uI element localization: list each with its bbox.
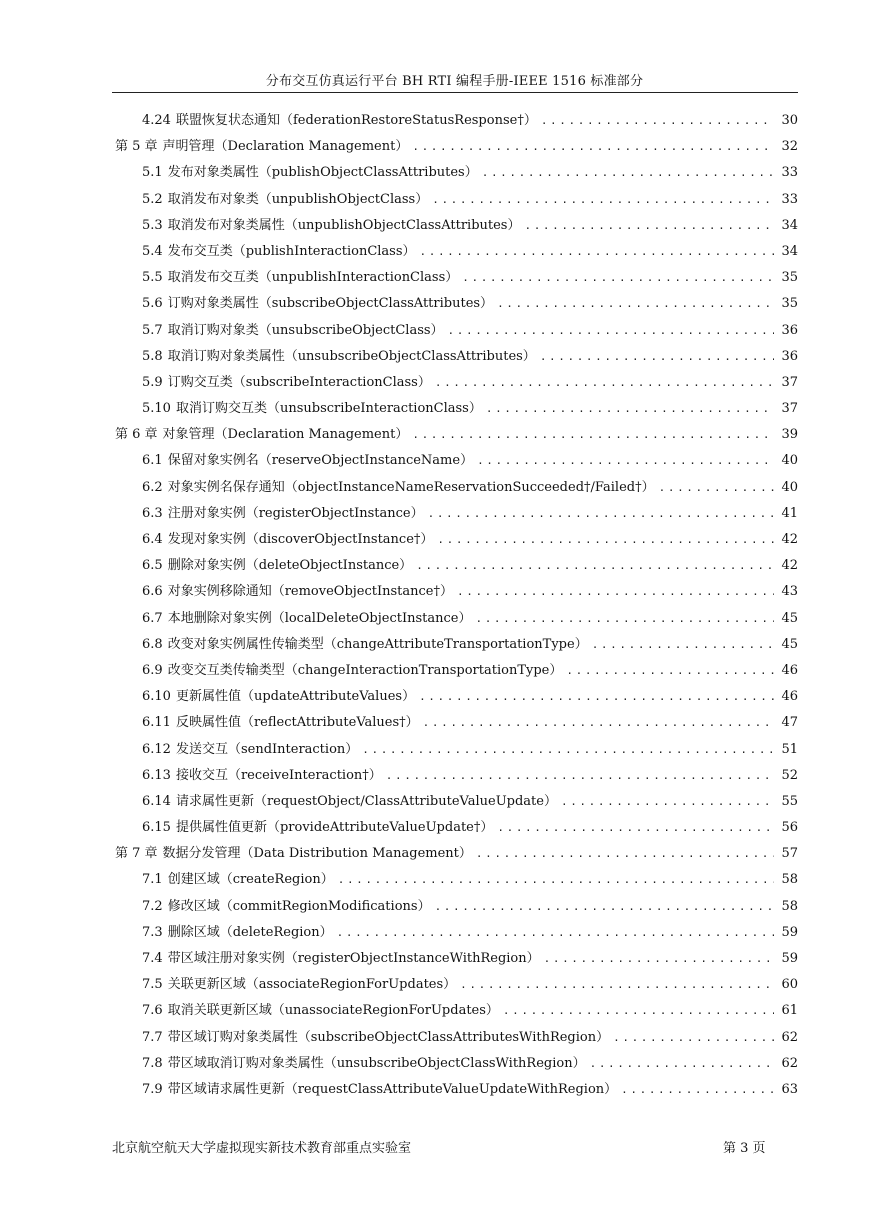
toc-entry-number: 6.6 xyxy=(142,584,163,600)
toc-entry-title: 订购对象类属性（subscribeObjectClassAttributes） xyxy=(167,296,494,312)
toc-entry-page: 58 xyxy=(781,898,798,914)
toc-entry-number: 5.1 xyxy=(142,165,163,181)
toc-section-entry[interactable] xyxy=(112,579,798,605)
toc-entry-title: 本地删除对象实例（localDeleteObjectInstance） xyxy=(167,610,472,626)
toc-section-entry[interactable] xyxy=(112,710,798,736)
toc-entry-number: 第 6 章 xyxy=(115,427,158,443)
toc-dot-leader xyxy=(412,134,774,160)
toc-dot-leader xyxy=(432,187,774,213)
toc-entry-page: 36 xyxy=(781,348,798,364)
toc-entry-title: 删除区域（deleteRegion） xyxy=(167,924,333,940)
toc-dot-leader xyxy=(592,632,774,658)
toc-entry-number: 6.5 xyxy=(142,558,163,574)
toc-entry-page: 40 xyxy=(781,479,798,495)
toc-section-entry[interactable] xyxy=(112,632,798,658)
toc-dot-leader xyxy=(462,265,774,291)
toc-entry-page: 33 xyxy=(781,165,798,181)
toc-entry-page: 34 xyxy=(781,217,798,233)
toc-entry-number: 7.5 xyxy=(142,977,163,993)
toc-entry-page: 32 xyxy=(781,139,798,155)
toc-dot-leader xyxy=(423,710,774,736)
toc-section-entry[interactable] xyxy=(112,972,798,998)
toc-entry-title: 关联更新区域（associateRegionForUpdates） xyxy=(167,977,457,993)
toc-entry-page: 37 xyxy=(781,374,798,390)
toc-entry-page: 62 xyxy=(781,1029,798,1045)
toc-section-entry[interactable] xyxy=(112,606,798,632)
toc-chapter-entry[interactable] xyxy=(112,841,798,867)
toc-entry-page: 40 xyxy=(781,453,798,469)
toc-entry-number: 6.10 xyxy=(142,689,171,705)
toc-entry-page: 36 xyxy=(781,322,798,338)
toc-entry-title: 删除对象实例（deleteObjectInstance） xyxy=(167,558,413,574)
toc-section-entry[interactable] xyxy=(112,998,798,1024)
toc-section-entry[interactable] xyxy=(112,160,798,186)
toc-entry-title: 带区域注册对象实例（registerObjectInstanceWithRegion） xyxy=(167,951,540,966)
toc-dot-leader xyxy=(486,396,774,422)
toc-section-entry[interactable] xyxy=(112,475,798,501)
toc-entry-number: 5.6 xyxy=(142,296,163,312)
toc-entry-title: 取消发布交互类（unpublishInteractionClass） xyxy=(167,270,459,286)
toc-entry-page: 30 xyxy=(781,113,798,128)
toc-section-entry[interactable] xyxy=(112,291,798,317)
toc-section-entry[interactable] xyxy=(112,108,798,134)
toc-entry-title: 发布对象类属性（publishObjectClassAttributes） xyxy=(167,165,478,181)
toc-entry-title: 注册对象实例（registerObjectInstance） xyxy=(167,505,424,521)
toc-section-entry[interactable] xyxy=(112,553,798,579)
toc-dot-leader xyxy=(476,841,774,867)
toc-entry-page: 58 xyxy=(781,872,798,888)
page-header: 分布交互仿真运行平台 BH RTI 编程手册-IEEE 1516 标准部分 xyxy=(265,74,644,89)
toc-entry-number: 6.8 xyxy=(142,636,163,652)
toc-section-entry[interactable] xyxy=(112,737,798,763)
toc-entry-number: 6.14 xyxy=(142,793,171,809)
toc-entry-page: 57 xyxy=(781,846,798,862)
toc-section-entry[interactable] xyxy=(112,527,798,553)
toc-dot-leader xyxy=(566,658,774,684)
toc-entry-title: 对象管理（Declaration Management） xyxy=(162,427,409,443)
toc-section-entry[interactable] xyxy=(112,448,798,474)
toc-entry-title: 带区域订购对象类属性（subscribeObjectClassAttributesWithRegion） xyxy=(167,1029,610,1045)
toc-entry-number: 7.3 xyxy=(142,924,163,940)
toc-entry-page: 56 xyxy=(781,820,798,836)
toc-entry-title: 发布交互类（publishInteractionClass） xyxy=(167,243,416,259)
header-rule xyxy=(112,92,798,93)
toc-dot-leader xyxy=(497,815,774,841)
toc-entry-title: 数据分发管理（Data Distribution Management） xyxy=(162,846,472,862)
toc-section-entry[interactable] xyxy=(112,501,798,527)
toc-entry-title: 改变对象实例属性传输类型（changeAttributeTransportationType） xyxy=(167,636,588,652)
toc-entry-title: 提供属性值更新（provideAttributeValueUpdate†） xyxy=(175,820,494,836)
toc-entry-title: 修改区域（commitRegionModifications） xyxy=(167,898,431,914)
toc-entry-page: 59 xyxy=(781,951,798,966)
toc-dot-leader xyxy=(435,894,774,920)
toc-entry-number: 7.2 xyxy=(142,898,163,914)
toc-dot-leader xyxy=(497,291,774,317)
toc-dot-leader xyxy=(659,475,774,501)
toc-entry-number: 7.7 xyxy=(142,1029,163,1045)
toc-entry-page: 59 xyxy=(781,924,798,940)
toc-dot-leader xyxy=(416,553,774,579)
toc-dot-leader xyxy=(412,422,774,448)
toc-entry-number: 4.24 xyxy=(142,113,171,128)
toc-dot-leader xyxy=(475,606,774,632)
toc-dot-leader xyxy=(477,448,774,474)
toc-dot-leader xyxy=(362,737,774,763)
toc-entry-page: 45 xyxy=(781,610,798,626)
toc-dot-leader xyxy=(386,763,774,789)
toc-section-entry[interactable] xyxy=(112,344,798,370)
toc-entry-number: 6.15 xyxy=(142,820,171,836)
toc-entry-number: 7.1 xyxy=(142,872,163,888)
toc-entry-title: 取消订购交互类（unsubscribeInteractionClass） xyxy=(175,401,482,417)
toc-entry-number: 5.10 xyxy=(142,401,171,417)
toc-section-entry[interactable] xyxy=(112,318,798,344)
toc-entry-title: 对象实例名保存通知（objectInstanceNameReservationSucceeded†/Failed†） xyxy=(167,479,655,495)
toc-dot-leader xyxy=(420,239,774,265)
toc-dot-leader xyxy=(428,501,774,527)
toc-dot-leader xyxy=(419,684,774,710)
toc-section-entry[interactable] xyxy=(112,1077,798,1103)
toc-dot-leader xyxy=(544,946,774,972)
toc-section-entry[interactable] xyxy=(112,920,798,946)
toc-dot-leader xyxy=(561,789,774,815)
toc-entry-number: 第 7 章 xyxy=(115,846,158,862)
toc-dot-leader xyxy=(503,998,774,1024)
toc-entry-page: 35 xyxy=(781,270,798,286)
toc-entry-title: 取消关联更新区域（unassociateRegionForUpdates） xyxy=(167,1003,499,1019)
toc-entry-title: 改变交互类传输类型（changeInteractionTransportationType） xyxy=(167,662,563,678)
toc-entry-number: 5.9 xyxy=(142,374,163,390)
toc-entry-page: 42 xyxy=(781,532,798,547)
toc-dot-leader xyxy=(448,318,774,344)
toc-dot-leader xyxy=(524,213,774,239)
toc-entry-title: 保留对象实例名（reserveObjectInstanceName） xyxy=(167,453,474,469)
toc-entry-title: 订购交互类（subscribeInteractionClass） xyxy=(167,374,431,390)
toc-entry-title: 更新属性值（updateAttributeValues） xyxy=(175,689,416,705)
toc-entry-title: 请求属性更新（requestObject/ClassAttributeValueUpdate） xyxy=(175,793,557,809)
toc-section-entry[interactable] xyxy=(112,370,798,396)
footer-page-number: 第 3 页 xyxy=(723,1141,766,1156)
toc-dot-leader xyxy=(541,108,774,134)
toc-entry-page: 52 xyxy=(781,767,798,783)
toc-section-entry[interactable] xyxy=(112,396,798,422)
toc-entry-number: 6.1 xyxy=(142,453,163,469)
toc-section-entry[interactable] xyxy=(112,815,798,841)
table-of-contents xyxy=(112,108,798,1103)
toc-entry-title: 对象实例移除通知（removeObjectInstance†） xyxy=(167,584,453,600)
toc-dot-leader xyxy=(460,972,774,998)
toc-entry-title: 声明管理（Declaration Management） xyxy=(162,139,409,155)
toc-dot-leader xyxy=(337,920,774,946)
toc-section-entry[interactable] xyxy=(112,239,798,265)
toc-entry-page: 55 xyxy=(781,793,798,809)
toc-entry-number: 5.2 xyxy=(142,191,163,207)
toc-section-entry[interactable] xyxy=(112,763,798,789)
toc-entry-page: 47 xyxy=(781,715,798,731)
toc-entry-number: 6.3 xyxy=(142,505,163,521)
toc-entry-number: 7.4 xyxy=(142,951,163,966)
toc-section-entry[interactable] xyxy=(112,265,798,291)
toc-section-entry[interactable] xyxy=(112,946,798,972)
toc-dot-leader xyxy=(457,579,774,605)
toc-entry-page: 60 xyxy=(781,977,798,993)
toc-entry-number: 7.6 xyxy=(142,1003,163,1019)
toc-entry-number: 第 5 章 xyxy=(115,139,158,155)
toc-entry-number: 5.4 xyxy=(142,243,163,259)
toc-entry-number: 7.9 xyxy=(142,1081,163,1097)
toc-entry-number: 5.5 xyxy=(142,270,163,286)
toc-entry-number: 6.2 xyxy=(142,479,163,495)
toc-dot-leader xyxy=(437,527,774,553)
toc-entry-number: 7.8 xyxy=(142,1055,163,1071)
toc-dot-leader xyxy=(482,160,774,186)
toc-entry-number: 6.9 xyxy=(142,662,163,678)
toc-dot-leader xyxy=(540,344,774,370)
toc-entry-page: 62 xyxy=(781,1055,798,1071)
toc-entry-title: 取消发布对象类（unpublishObjectClass） xyxy=(167,191,429,207)
toc-entry-page: 39 xyxy=(781,427,798,443)
toc-entry-page: 46 xyxy=(781,662,798,678)
toc-entry-page: 41 xyxy=(781,505,798,521)
toc-entry-number: 6.13 xyxy=(142,767,171,783)
toc-entry-page: 42 xyxy=(781,558,798,574)
toc-section-entry[interactable] xyxy=(112,187,798,213)
toc-entry-number: 6.11 xyxy=(142,715,171,731)
toc-dot-leader xyxy=(435,370,774,396)
toc-entry-page: 61 xyxy=(781,1003,798,1019)
toc-entry-page: 34 xyxy=(781,243,798,259)
toc-entry-number: 6.7 xyxy=(142,610,163,626)
toc-entry-title: 取消发布对象类属性（unpublishObjectClassAttributes） xyxy=(167,217,521,233)
toc-section-entry[interactable] xyxy=(112,894,798,920)
toc-section-entry[interactable] xyxy=(112,789,798,815)
toc-entry-page: 33 xyxy=(781,191,798,207)
toc-entry-title: 接收交互（receiveInteraction†） xyxy=(175,767,382,783)
toc-entry-title: 发送交互（sendInteraction） xyxy=(175,741,359,757)
toc-section-entry[interactable] xyxy=(112,1051,798,1077)
toc-entry-page: 51 xyxy=(781,741,798,757)
toc-entry-page: 46 xyxy=(781,689,798,705)
toc-entry-title: 取消订购对象类（unsubscribeObjectClass） xyxy=(167,322,444,338)
toc-entry-page: 37 xyxy=(781,401,798,417)
toc-entry-title: 联盟恢复状态通知（federationRestoreStatusResponse†） xyxy=(175,113,537,128)
toc-section-entry[interactable] xyxy=(112,1025,798,1051)
toc-entry-number: 5.8 xyxy=(142,348,163,364)
toc-entry-page: 35 xyxy=(781,296,798,312)
toc-section-entry[interactable] xyxy=(112,867,798,893)
toc-entry-title: 创建区域（createRegion） xyxy=(167,872,334,888)
toc-chapter-entry[interactable] xyxy=(112,422,798,448)
toc-section-entry[interactable] xyxy=(112,684,798,710)
toc-chapter-entry[interactable] xyxy=(112,134,798,160)
toc-dot-leader xyxy=(621,1077,774,1103)
footer-organization: 北京航空航天大学虚拟现实新技术教育部重点实验室 xyxy=(112,1141,412,1156)
toc-entry-title: 发现对象实例（discoverObjectInstance†） xyxy=(167,532,434,547)
toc-entry-title: 带区域请求属性更新（requestClassAttributeValueUpdateWithRegion） xyxy=(167,1081,618,1097)
toc-dot-leader xyxy=(590,1051,774,1077)
toc-entry-page: 45 xyxy=(781,636,798,652)
toc-dot-leader xyxy=(338,867,774,893)
toc-section-entry[interactable] xyxy=(112,213,798,239)
toc-entry-number: 5.3 xyxy=(142,217,163,233)
toc-entry-number: 6.12 xyxy=(142,741,171,757)
toc-entry-number: 6.4 xyxy=(142,532,163,547)
toc-entry-page: 63 xyxy=(781,1081,798,1097)
toc-entry-title: 带区域取消订购对象类属性（unsubscribeObjectClassWithRegion） xyxy=(167,1055,586,1071)
toc-entry-title: 取消订购对象类属性（unsubscribeObjectClassAttributes） xyxy=(167,348,536,364)
toc-section-entry[interactable] xyxy=(112,658,798,684)
toc-entry-page: 43 xyxy=(781,584,798,600)
toc-entry-number: 5.7 xyxy=(142,322,163,338)
toc-entry-title: 反映属性值（reflectAttributeValues†） xyxy=(175,715,419,731)
toc-dot-leader xyxy=(613,1025,774,1051)
